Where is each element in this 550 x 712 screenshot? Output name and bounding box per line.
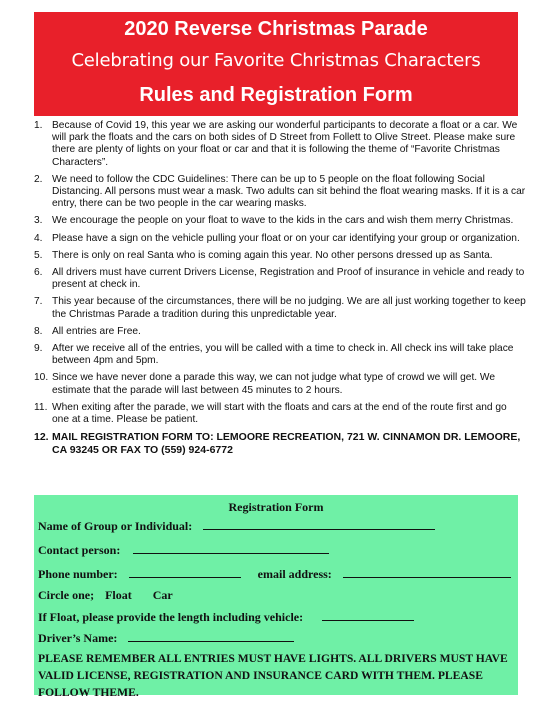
rule-text: Because of Covid 19, this year we are asking our wonderful participants to decorate a float or a car. We will park the floats and the cars on both sides of D Street from Follett to Olive Street. Please make sure there are plenty of lights on your float or car and that it is following the theme of “Favorite Christmas Characters”.: [52, 120, 518, 168]
rule-text: Since we have never done a parade this way, we can not judge what type of crowd we will get. We estimate that the parade will last between 45 minutes to 2 hours.: [52, 372, 496, 396]
phone-label: Phone number:: [38, 567, 118, 581]
rule-number: 3.: [34, 215, 43, 227]
rule-number: 11.: [34, 401, 48, 413]
email-label: email address:: [257, 567, 332, 581]
rule-item: [30, 233, 526, 245]
rule-text: All entries are Free.: [52, 325, 141, 337]
option-car[interactable]: Car: [152, 588, 173, 602]
rule-number: 12.: [34, 431, 49, 444]
group-name-field[interactable]: [203, 519, 435, 530]
driver-label: Driver’s Name:: [38, 631, 118, 645]
rule-number: 8.: [34, 325, 43, 337]
group-row: [38, 519, 435, 534]
rule-number: 2.: [34, 173, 43, 185]
rule-item: [30, 402, 526, 426]
rule-number: 1.: [34, 120, 43, 131]
rule-text: We encourage the people on your float to wave to the kids in the cars and wish them merry Christmas.: [52, 215, 514, 227]
rule-text: All drivers must have current Drivers License, Registration and Proof of insurance in vehicle and ready to present at check in.: [52, 267, 525, 291]
rule-text: When exiting after the parade, we will start with the floats and cars at the end of the route first and go one at a time. Please be patient.: [52, 401, 507, 426]
circle-label: Circle one;: [38, 588, 95, 602]
rule-number: 10.: [34, 372, 49, 384]
contact-row: [38, 543, 329, 558]
rule-item: [30, 343, 526, 367]
float-length-field[interactable]: [322, 610, 414, 621]
option-float[interactable]: Float: [105, 588, 132, 602]
rule-item: [30, 326, 526, 338]
email-field[interactable]: [343, 567, 511, 578]
registration-form-title: Registration Form: [228, 500, 324, 514]
rules-list: [30, 120, 526, 462]
group-label: Name of Group or Individual:: [38, 519, 193, 533]
rule-text: MAIL REGISTRATION FORM TO: LEMOORE RECREATION, 721 W. CINNAMON DR. LEMOORE, CA 93245 OR FAX TO (559) 924-6772: [52, 431, 521, 457]
rule-item: [30, 267, 526, 291]
rule-text: There is only on real Santa who is coming again this year. No other persons dressed up as Santa.: [52, 249, 493, 261]
contact-label: Contact person:: [38, 543, 121, 557]
rule-item: [30, 174, 526, 211]
contact-person-field[interactable]: [133, 543, 329, 554]
page-title: 2020 Reverse Christmas Parade: [124, 18, 428, 40]
length-row: [38, 610, 414, 625]
length-label: If Float, please provide the length including vehicle:: [38, 610, 304, 624]
rule-item: [30, 372, 526, 396]
rule-text: Please have a sign on the vehicle pulling your float or on your car identifying your group or organization.: [52, 232, 520, 244]
form-heading: Rules and Registration Form: [139, 84, 413, 106]
phone-field[interactable]: [129, 567, 241, 578]
rule-item: [30, 250, 526, 262]
rule-text: After we receive all of the entries, you will be called with a time to check in. All check ins will take place between 4pm and 5pm.: [52, 343, 514, 367]
rule-number: 6.: [34, 267, 43, 279]
rule-number: 4.: [34, 232, 43, 244]
rule-text: We need to follow the CDC Guidelines: There can be up to 5 people on the float following Social Distancing. All persons must wear a mask. Two adults can sit behind the float wearing masks. If it is a car entry, there can be two people in the car wearing masks.: [52, 173, 526, 210]
title-banner: [34, 12, 518, 116]
rule-number: 7.: [34, 296, 43, 308]
driver-name-field[interactable]: [128, 631, 294, 642]
rule-item: [30, 296, 526, 320]
rule-number: 5.: [34, 249, 43, 261]
rule-item: [30, 215, 526, 227]
rule-item: [30, 120, 526, 169]
rule-item-mailing: [30, 431, 526, 457]
page-subtitle: Celebrating our Favorite Christmas Characters: [71, 50, 481, 71]
circle-row: [38, 588, 173, 603]
rule-number: 9.: [34, 343, 43, 355]
rule-text: This year because of the circumstances, there will be no judging. We are all just working together to keep the Christmas Parade a tradition during this unpredictable year.: [52, 296, 526, 320]
reminder-note: PLEASE REMEMBER ALL ENTRIES MUST HAVE LIGHTS. ALL DRIVERS MUST HAVE VALID LICENSE, REGISTRATION AND INSURANCE CARD WITH THEM. PLEASE FOLLOW THEME.: [38, 652, 508, 699]
phone-email-row: [38, 567, 511, 582]
registration-form: [34, 495, 518, 699]
driver-row: [38, 631, 294, 646]
